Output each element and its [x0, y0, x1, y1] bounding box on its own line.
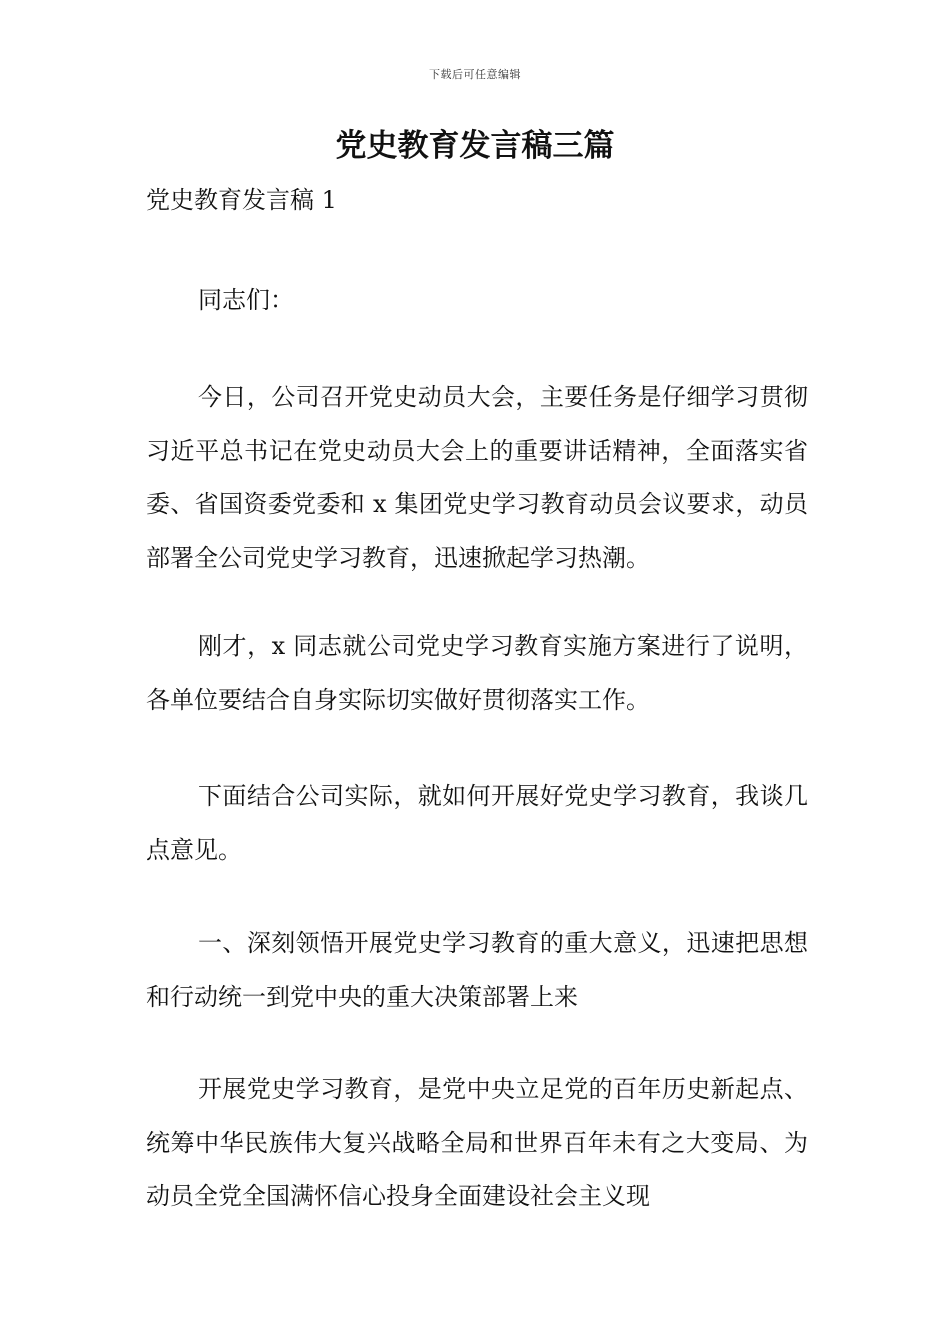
- paragraph-5: 开展党史学习教育，是党中央立足党的百年历史新起点、统筹中华民族伟大复兴战略全局和世界百年未有之大变局、为动员全党全国满怀信心投身全面建设社会主义现: [146, 1075, 808, 1210]
- paragraph-3: 下面结合公司实际，就如何开展好党史学习教育，我谈几点意见。: [146, 782, 808, 864]
- document-subtitle: 党史教育发言稿 1: [146, 186, 337, 214]
- header-note: 下载后可任意编辑: [429, 68, 521, 81]
- section-heading-1: 一、深刻领悟开展党史学习教育的重大意义，迅速把思想和行动统一到党中央的重大决策部署上来: [146, 929, 808, 1011]
- paragraph-1: 今日，公司召开党史动员大会，主要任务是仔细学习贯彻习近平总书记在党史动员大会上的重要讲话精神，全面落实省委、省国资委党委和 x 集团党史学习教育动员会议要求，动员部署全公司党史学习教育，迅速掀起学习热潮。: [146, 383, 808, 572]
- document-title: 党史教育发言稿三篇: [335, 128, 615, 164]
- paragraph-2: 刚才，x 同志就公司党史学习教育实施方案进行了说明，各单位要结合自身实际切实做好贯彻落实工作。: [146, 632, 808, 714]
- paragraph-greeting: 同志们：: [198, 286, 294, 314]
